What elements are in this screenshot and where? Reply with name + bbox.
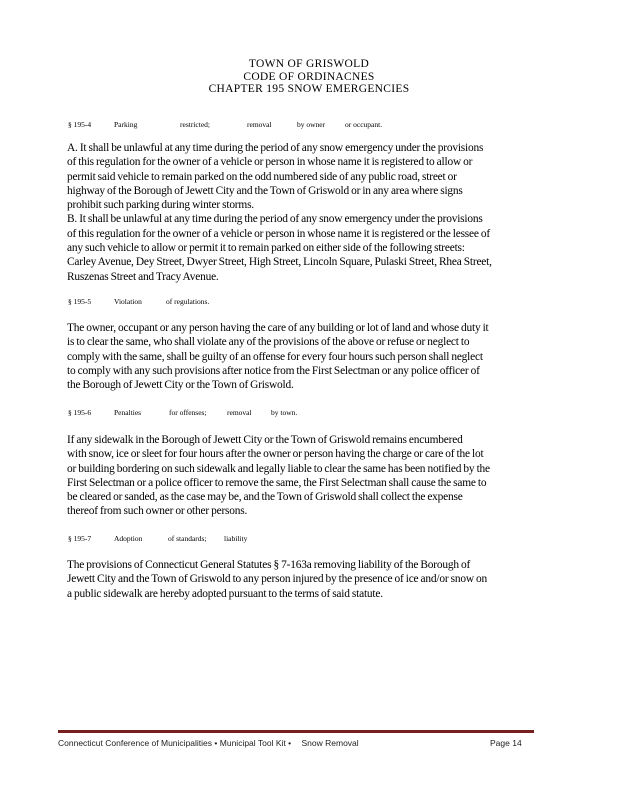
footer-org: Connecticut Conference of Municipalities	[58, 738, 213, 748]
heading-word: or occupant.	[345, 120, 383, 129]
section-heading-195-7	[68, 534, 548, 543]
text-line: B. It shall be unlawful at any time during the period of any snow emergency under the provisions	[67, 213, 483, 226]
text-line: with snow, ice or sleet for four hours after the owner or person having the charge or care of the lot	[67, 448, 484, 461]
text-line: If any sidewalk in the Borough of Jewett City or the Town of Griswold remains encumbered	[67, 434, 463, 446]
heading-word: Parking	[114, 120, 138, 129]
section-body-195-4	[67, 141, 545, 284]
text-line: is to clear the same, who shall violate any of the provisions of the above or refuse or neglect to	[67, 336, 470, 349]
footer-left	[58, 738, 359, 748]
text-line: comply with the same, shall be guilty of an offense for every four hours such person shall neglect	[67, 350, 483, 363]
text-line: to comply with any such provisions after notice from the First Selectman or any police officer of	[67, 364, 480, 377]
text-line: any such vehicle to allow or permit it to remain parked on either side of the following streets:	[67, 242, 465, 255]
text-line: The owner, occupant or any person having the care of any building or lot of land and whose duty it	[67, 322, 489, 334]
text-line: be cleared or sanded, as the case may be, and the Town of Griswold shall collect the expense	[67, 491, 463, 504]
heading-word: of regulations.	[166, 297, 210, 306]
text-line: A. It shall be unlawful at any time during the period of any snow emergency under the provisions	[67, 142, 484, 154]
text-line: Ruszenas Street and Tracy Avenue.	[67, 270, 219, 283]
code-title: CODE OF ORDINACNES	[243, 70, 375, 83]
section-number: § 195-5	[68, 297, 92, 306]
heading-word: removal	[227, 408, 252, 417]
text-line: Jewett City and the Town of Griswold to any person injured by the presence of ice and/or snow on	[67, 573, 487, 586]
heading-word: Violation	[114, 297, 142, 306]
section-body-195-5	[67, 321, 545, 392]
text-line: thereof from such owner or other persons.	[67, 505, 248, 518]
footer-topic: Snow Removal	[301, 738, 359, 748]
heading-word: Penalties	[114, 408, 142, 417]
text-line: the Borough of Jewett City or the Town of Griswold.	[67, 379, 294, 392]
section-number: § 195-7	[68, 534, 92, 543]
footer-page-number: Page 14	[490, 738, 522, 748]
section-number: § 195-6	[68, 408, 92, 417]
heading-word: by owner	[297, 120, 326, 129]
document-header	[0, 58, 618, 96]
heading-word: for offenses;	[169, 408, 207, 417]
section-body-195-7	[67, 558, 545, 601]
heading-word: by town.	[271, 408, 298, 417]
text-line: or building bordering on such sidewalk and legally liable to clear the same has been notified by the	[67, 462, 490, 475]
footer-kit: Municipal Tool Kit	[219, 738, 286, 748]
section-heading-195-6	[68, 408, 548, 417]
town-title: TOWN OF GRISWOLD	[248, 58, 370, 70]
text-line: of this regulation for the owner of a vehicle or person in whose name it is registered or the lessee of	[67, 227, 490, 240]
heading-word: restricted;	[180, 120, 210, 129]
text-line: a public sidewalk are hereby adopted pursuant to the terms of said statute.	[67, 587, 383, 600]
section-heading-195-5	[68, 297, 548, 306]
text-line: First Selectman or a police officer to remove the same, the First Selectman shall cause the same to	[67, 476, 487, 489]
text-line: Carley Avenue, Dey Street, Dwyer Street, High Street, Lincoln Square, Pulaski Street, Rhea Street,	[67, 256, 492, 269]
section-body-195-6	[67, 433, 545, 519]
text-line: The provisions of Connecticut General Statutes § 7-163a removing liability of the Borough of	[67, 559, 471, 571]
section-number: § 195-4	[68, 120, 92, 129]
section-heading-195-4	[68, 120, 548, 129]
footer-bullet: •	[288, 738, 292, 748]
footer-bullet: •	[214, 738, 218, 748]
heading-word: Adoption	[114, 534, 143, 543]
text-line: prohibit such parking during winter storms.	[67, 199, 254, 212]
text-line: permit said vehicle to remain parked on the odd numbered side of any public road, street or	[67, 170, 457, 183]
heading-word: liability	[224, 534, 248, 543]
heading-word: of standards;	[168, 534, 207, 543]
text-line: of this regulation for the owner of a vehicle or person in whose name it is registered to allow or	[67, 156, 473, 169]
chapter-title: CHAPTER 195 SNOW EMERGENCIES	[208, 83, 410, 95]
footer-rule	[58, 730, 534, 733]
heading-word: removal	[247, 120, 272, 129]
text-line: highway of the Borough of Jewett City and the Town of Griswold or in any area where signs	[67, 184, 463, 197]
